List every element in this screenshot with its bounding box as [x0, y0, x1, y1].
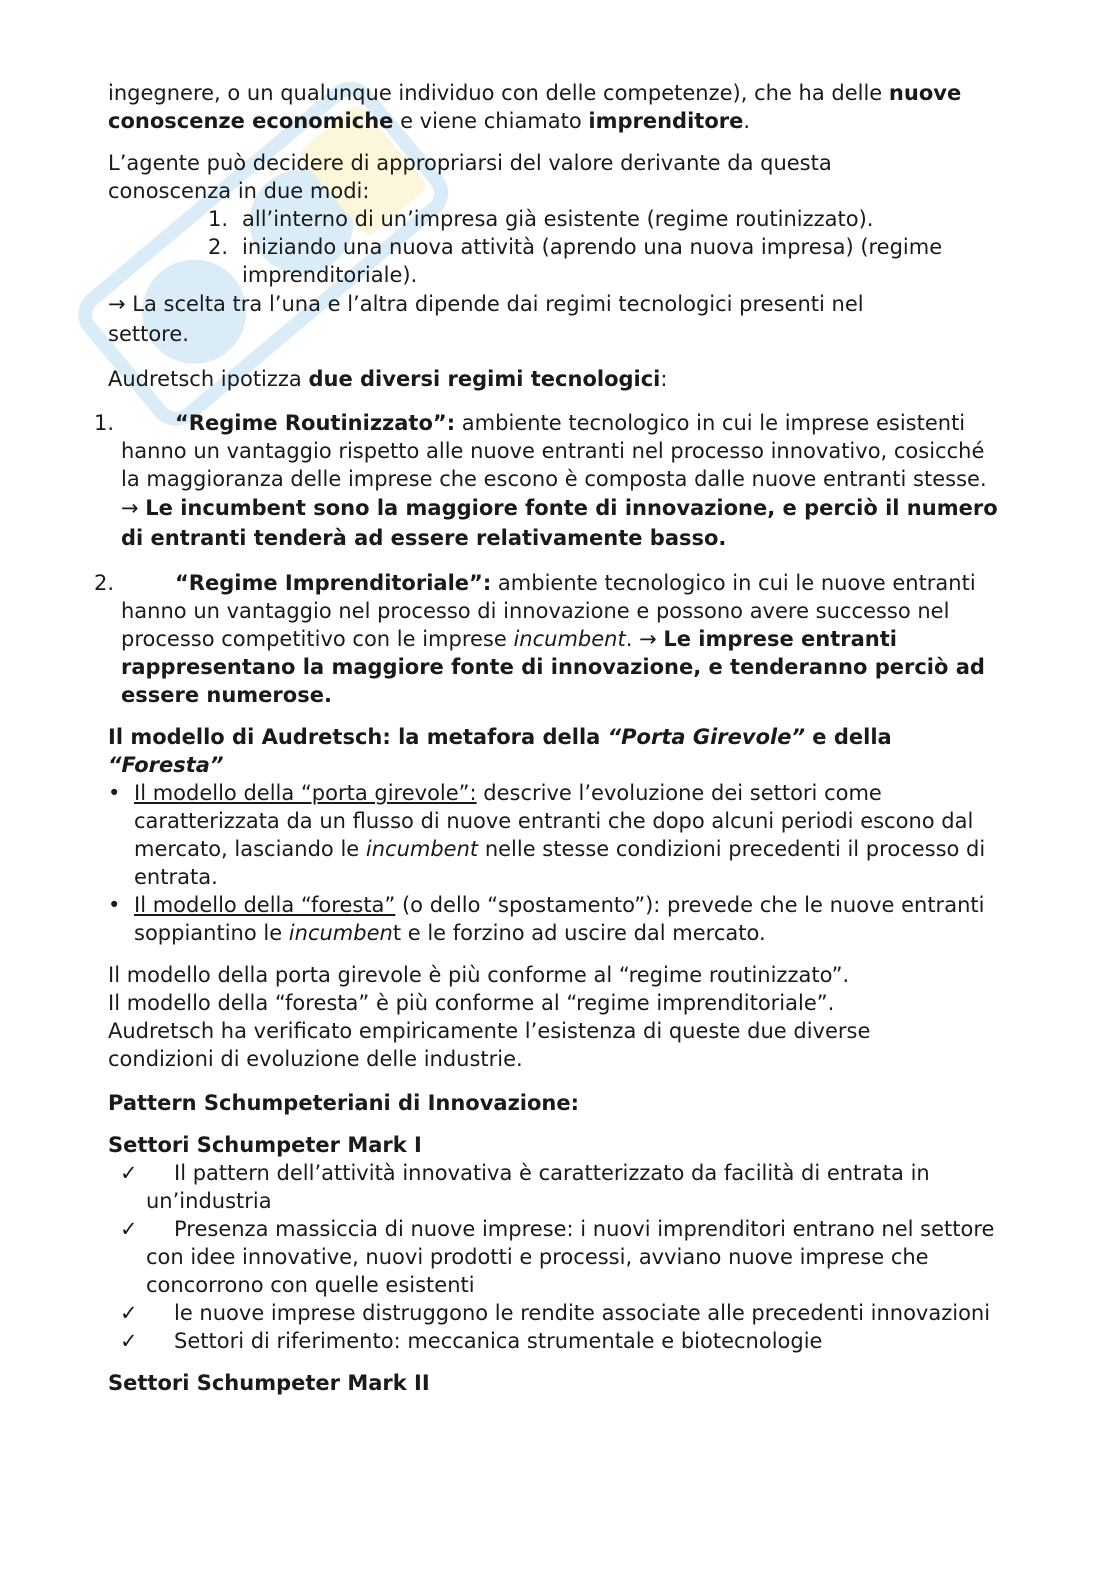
- section-heading-model: Il modello di Audretsch: la metafora della “Porta Girevole” e della “Foresta”: [108, 725, 892, 777]
- section-heading-pattern: Pattern Schumpeteriani di Innovazione:: [108, 1091, 580, 1115]
- paragraph-entrepreneur: ingegnere, o un qualunque individuo con delle competenze), che ha delle nuove conoscenze economiche e viene chiamato imprenditore.: [108, 81, 962, 133]
- paragraph-model-line: Audretsch ha verificato empiricamente l’esistenza di queste due diverse condizioni di evoluzione delle industrie.: [108, 1019, 871, 1071]
- section-heading-mark2: Settori Schumpeter Mark II: [108, 1371, 430, 1395]
- list-item: 1. all’interno di un’impresa già esistente (regime routinizzato).: [208, 207, 874, 231]
- regime-imprenditoriale: 2. “Regime Imprenditoriale”: ambiente tecnologico in cui le nuove entranti hanno un vantaggio nel processo di innovazione e possono avere successo nel processo competitivo con le imprese incumbent. → Le imprese entranti rappresentano la maggiore fonte di innovazione, e tenderanno perciò ad essere numerose.: [94, 571, 985, 707]
- section-heading-mark1: Settori Schumpeter Mark I: [108, 1133, 422, 1157]
- list-item: • Il modello della “foresta” (o dello “spostamento”): prevede che le nuove entranti soppiantino le incumbent e le forzino ad uscire dal mercato.: [108, 893, 985, 945]
- list-item: 2. iniziando una nuova attività (aprendo una nuova impresa) (regime imprenditoriale).: [208, 235, 943, 287]
- paragraph-choice-note: → La scelta tra l’una e l’altra dipende dai regimi tecnologici presenti nel settore.: [108, 292, 864, 346]
- check-icon: ✓: [120, 1161, 138, 1185]
- regime-routinizzato: 1. “Regime Routinizzato”: ambiente tecnologico in cui le imprese esistenti hanno un vantaggio rispetto alle nuove entranti nel processo innovativo, cosicché la maggioranza delle imprese che escono è composta dalle nuove entranti stesse. → Le incumbent sono la maggiore fonte di innovazione, e perciò il numero di entranti tenderà ad essere relativamente basso.: [94, 411, 998, 550]
- check-list-mark1: [108, 1159, 1008, 1355]
- paragraph-model-line: Il modello della “foresta” è più conforme al “regime imprenditoriale”.: [108, 991, 835, 1015]
- list-item: ✓ Il pattern dell’attività innovativa è caratterizzato da facilità di entrata in un’industria: [120, 1161, 930, 1213]
- check-icon: ✓: [120, 1301, 138, 1325]
- paragraph-regimes-intro: Audretsch ipotizza due diversi regimi tecnologici:: [108, 367, 668, 391]
- list-item: ✓ le nuove imprese distruggono le rendite associate alle precedenti innovazioni: [120, 1301, 991, 1325]
- document-content: [94, 79, 1008, 1397]
- bullet-list-models: [108, 779, 1008, 947]
- paragraph-model-line: Il modello della porta girevole è più conforme al “regime routinizzato”.: [108, 963, 850, 987]
- list-item: • Il modello della “porta girevole”: descrive l’evoluzione dei settori come caratterizzata da un flusso di nuove entranti che dopo alcuni periodi escono dal mercato, lasciando le incumbent nelle stesse condizioni precedenti il processo di entrata.: [108, 781, 986, 889]
- check-icon: ✓: [120, 1329, 138, 1353]
- check-icon: ✓: [120, 1217, 138, 1241]
- paragraph-agent-intro: L’agente può decidere di appropriarsi del valore derivante da questa conoscenza in due modi:: [108, 151, 832, 203]
- list-item: ✓ Presenza massiccia di nuove imprese: i nuovi imprenditori entrano nel settore con idee innovative, nuovi prodotti e processi, avviano nuove imprese che concorrono con quelle esistenti: [120, 1217, 995, 1297]
- numbered-list-ways: [108, 205, 1008, 289]
- list-item: ✓ Settori di riferimento: meccanica strumentale e biotecnologie: [120, 1329, 823, 1353]
